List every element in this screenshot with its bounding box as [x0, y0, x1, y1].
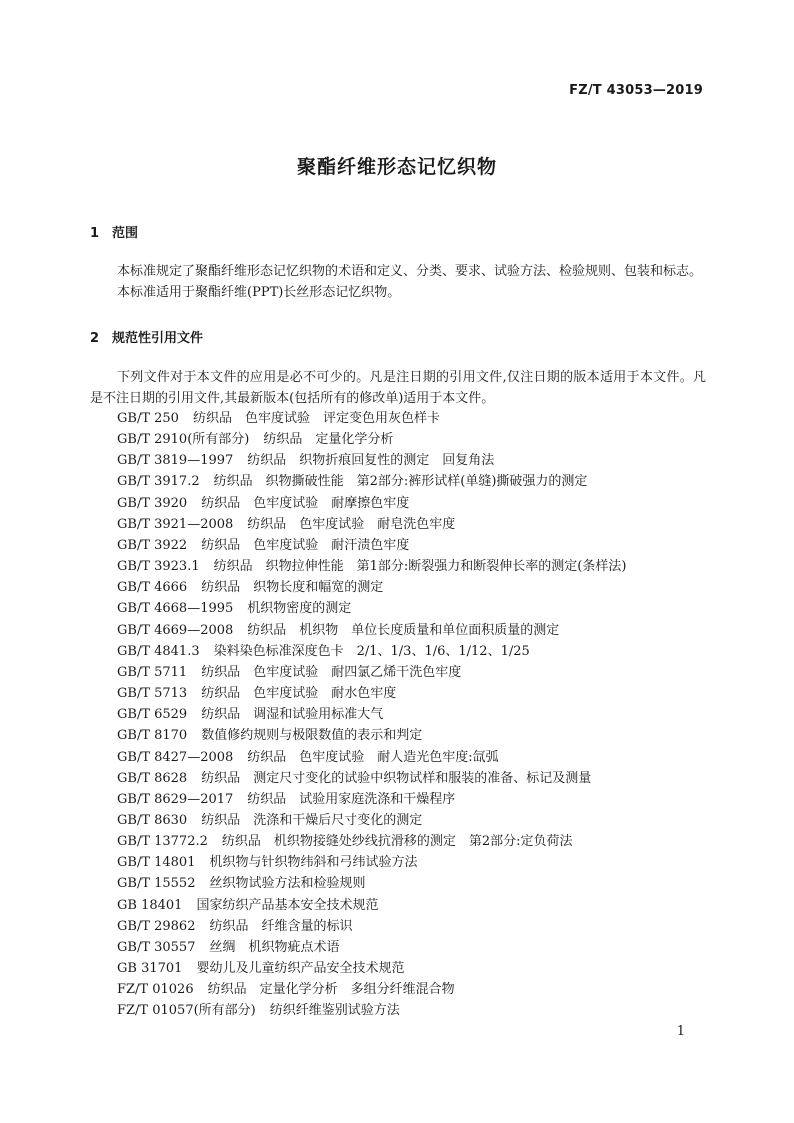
reference-code: GB/T 29862 [117, 918, 196, 934]
reference-title: 纺织品 定量化学分析 [263, 432, 394, 448]
reference-code: GB/T 4669—2008 [117, 622, 234, 638]
reference-title: 纺织品 色牢度试验 耐水色牢度 [201, 686, 397, 702]
reference-item [117, 1000, 626, 1021]
reference-title: 纺织品 纤维含量的标识 [209, 918, 353, 934]
reference-title: 丝绸 机织物疵点术语 [209, 939, 340, 955]
reference-code: GB 18401 [117, 897, 183, 913]
reference-code: GB/T 5713 [117, 686, 188, 702]
reference-item [117, 450, 626, 471]
reference-title: 纺织品 织物撕破性能 第2部分:裤形试样(单缝)撕破强力的测定 [213, 474, 588, 490]
reference-item [117, 958, 626, 979]
reference-item [117, 683, 626, 704]
reference-title: 纺织品 试验用家庭洗涤和干燥程序 [247, 791, 456, 807]
section-2-heading [90, 327, 203, 346]
reference-item [117, 873, 626, 894]
reference-item [117, 556, 626, 577]
reference-title: 纺织品 色牢度试验 耐四氯乙烯干洗色牢度 [201, 664, 462, 680]
reference-title: 婴幼儿及儿童纺织产品安全技术规范 [196, 961, 405, 977]
reference-code: GB/T 250 [117, 411, 179, 426]
reference-code: GB/T 4841.3 [117, 643, 200, 659]
reference-code: GB/T 4666 [117, 580, 188, 596]
reference-code: GB/T 6529 [117, 707, 188, 723]
reference-item [117, 598, 626, 619]
reference-title: 机织物密度的测定 [247, 601, 352, 617]
reference-title: 染料染色标准深度色卡 2/1、1/3、1/6、1/12、1/25 [213, 643, 530, 659]
reference-code: GB 31701 [117, 961, 183, 977]
reference-title: 纺织品 织物拉伸性能 第1部分:断裂强力和断裂伸长率的测定(条样法) [213, 559, 627, 575]
reference-title: 纺织品 机织物接缝处纱线抗滑移的测定 第2部分:定负荷法 [221, 834, 573, 850]
reference-code: FZ/T 01026 [117, 982, 194, 998]
reference-title: 纺织纤维鉴别试验方法 [269, 1003, 400, 1019]
reference-code: GB/T 8427—2008 [117, 749, 234, 765]
reference-title: 纺织品 洗涤和干燥后尺寸变化的测定 [201, 812, 423, 828]
reference-item [117, 831, 626, 852]
section-2-title: 规范性引用文件 [112, 331, 204, 346]
section-1-title: 范围 [112, 226, 139, 241]
reference-title: 纺织品 色牢度试验 耐皂洗色牢度 [247, 516, 456, 532]
reference-title: 纺织品 色牢度试验 耐汗渍色牢度 [201, 537, 410, 553]
reference-item [117, 429, 626, 450]
reference-title: 国家纺织产品基本安全技术规范 [196, 897, 379, 913]
reference-item [117, 895, 626, 916]
reference-code: FZ/T 01057(所有部分) [117, 1003, 256, 1019]
reference-code: GB/T 2910(所有部分) [117, 432, 250, 448]
reference-item [117, 408, 626, 429]
scope-paragraph-1: 本标准规定了聚酯纤维形态记忆织物的术语和定义、分类、要求、试验方法、检验规则、包装和标志。 [117, 264, 703, 279]
reference-item [117, 916, 626, 937]
reference-code: GB/T 8629—2017 [117, 791, 234, 807]
reference-item [117, 641, 626, 662]
reference-code: GB/T 30557 [117, 939, 196, 955]
reference-code: GB/T 14801 [117, 855, 196, 871]
reference-item [117, 662, 626, 683]
reference-title: 纺织品 色牢度试验 耐摩擦色牢度 [201, 495, 410, 511]
reference-code: GB/T 3921—2008 [117, 516, 234, 532]
reference-item [117, 979, 626, 1000]
reference-code: GB/T 8628 [117, 770, 188, 786]
reference-title: 机织物与针织物纬斜和弓纬试验方法 [209, 855, 418, 871]
scope-paragraph-2: 本标准适用于聚酯纤维(PPT)长丝形态记忆织物。 [117, 285, 401, 300]
reference-title: 纺织品 色牢度试验 耐人造光色牢度:氙弧 [247, 749, 499, 765]
reference-code: GB/T 4668—1995 [117, 601, 234, 617]
reference-code: GB/T 8630 [117, 812, 188, 828]
reference-code: GB/T 3917.2 [117, 474, 200, 490]
reference-title: 数值修约规则与极限数值的表示和判定 [201, 728, 423, 744]
reference-code: GB/T 8170 [117, 728, 188, 744]
reference-item [117, 535, 626, 556]
references-intro: 下列文件对于本文件的应用是必不可少的。凡是注日期的引用文件,仅注日期的版本适用于本文件。凡是不注日期的引用文件,其最新版本(包括所有的修改单)适用于本文件。 [90, 370, 706, 406]
section-1-number: 1 [90, 226, 100, 241]
reference-title: 纺织品 定量化学分析 多组分纤维混合物 [207, 982, 455, 998]
reference-code: GB/T 3920 [117, 495, 188, 511]
reference-code: GB/T 13772.2 [117, 834, 208, 850]
reference-title: 丝织物试验方法和检验规则 [209, 876, 366, 892]
reference-item [117, 704, 626, 725]
reference-code: GB/T 3923.1 [117, 559, 200, 575]
reference-code: GB/T 5711 [117, 664, 188, 680]
reference-title: 纺织品 机织物 单位长度质量和单位面积质量的测定 [247, 622, 560, 638]
reference-item [117, 937, 626, 958]
reference-item [117, 747, 626, 768]
page-number: 1 [676, 1024, 685, 1039]
reference-item [117, 493, 626, 514]
reference-item [117, 810, 626, 831]
standard-code: FZ/T 43053—2019 [569, 83, 703, 98]
reference-code: GB/T 3922 [117, 537, 188, 553]
reference-item [117, 577, 626, 598]
document-title: 聚酯纤维形态记忆织物 [296, 156, 497, 178]
reference-item [117, 514, 626, 535]
reference-item [117, 852, 626, 873]
section-2-number: 2 [90, 331, 100, 346]
reference-title: 纺织品 织物长度和幅宽的测定 [201, 580, 384, 596]
reference-title: 纺织品 色牢度试验 评定变色用灰色样卡 [192, 411, 440, 426]
reference-code: GB/T 15552 [117, 876, 196, 892]
reference-item [117, 725, 626, 746]
reference-item [117, 789, 626, 810]
reference-item [117, 620, 626, 641]
reference-item [117, 471, 626, 492]
reference-item [117, 768, 626, 789]
reference-code: GB/T 3819—1997 [117, 453, 234, 469]
section-1-heading [90, 222, 138, 241]
reference-title: 纺织品 测定尺寸变化的试验中织物试样和服装的准备、标记及测量 [201, 770, 592, 786]
reference-title: 纺织品 调湿和试验用标准大气 [201, 707, 384, 723]
reference-list [117, 408, 626, 1022]
reference-title: 纺织品 织物折痕回复性的测定 回复角法 [247, 453, 495, 469]
